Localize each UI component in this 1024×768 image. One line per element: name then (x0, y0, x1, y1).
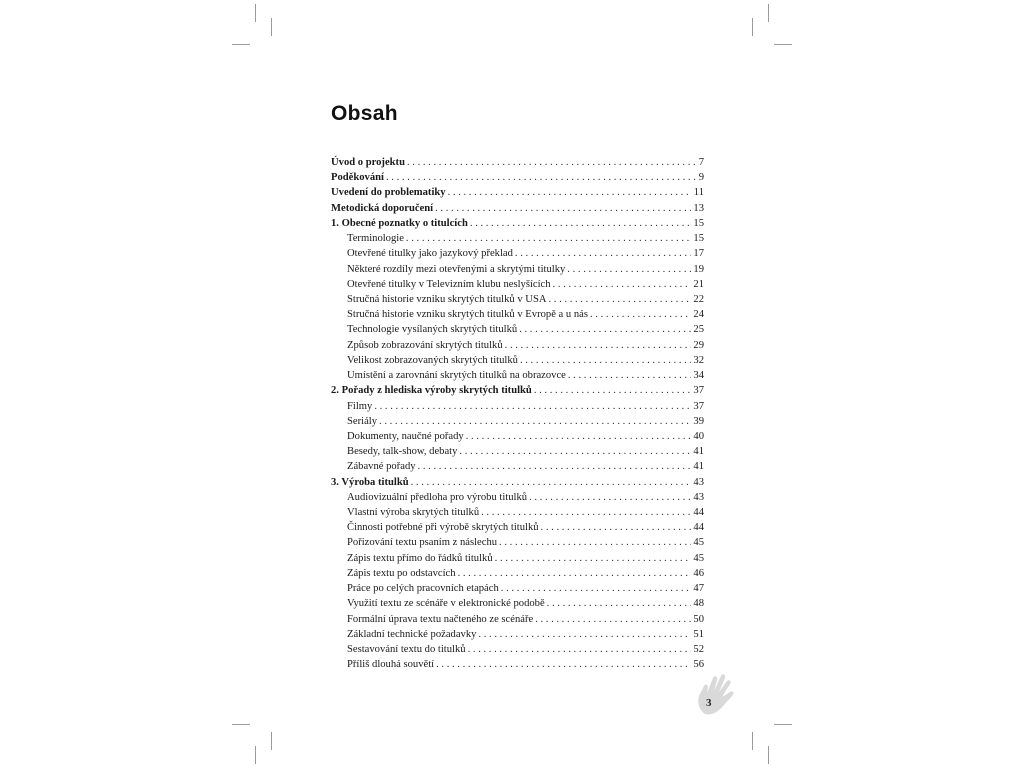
crop-mark-top-left-v (255, 4, 256, 22)
toc-dot-leader (407, 155, 697, 170)
toc-dot-leader (470, 216, 692, 231)
toc-entry-title: Zápis textu po odstavcích (347, 567, 456, 579)
toc-section-entry (331, 627, 704, 642)
toc-dot-leader (549, 292, 692, 307)
toc-dot-leader (553, 277, 692, 292)
toc-entry-title: Stručná historie vzniku skrytých titulků v Evropě a u nás (347, 309, 588, 321)
toc-entry-page: 44 (693, 522, 704, 534)
toc-section-entry (331, 444, 704, 459)
toc-dot-leader (495, 551, 692, 566)
toc-entry-title: Velikost zobrazovaných skrytých titulků (347, 354, 518, 366)
toc-section-entry (331, 596, 704, 611)
toc-section-entry (331, 262, 704, 277)
toc-section-entry (331, 490, 704, 505)
toc-entry-page: 50 (693, 613, 704, 625)
toc-entry-page: 47 (693, 583, 704, 595)
toc-entry-title: Audiovizuální předloha pro výrobu titulků (347, 491, 528, 503)
toc-entry-page: 37 (693, 400, 704, 412)
toc-section-entry (331, 338, 704, 353)
toc-dot-leader (458, 566, 692, 581)
toc-chapter-entry (331, 170, 704, 185)
toc-dot-leader (411, 475, 692, 490)
toc-entry-page: 51 (693, 628, 704, 640)
toc-entry-page: 15 (693, 233, 704, 245)
toc-dot-leader (466, 429, 692, 444)
toc-entry-title: Práce po celých pracovních etapách (347, 583, 499, 595)
toc-section-entry (331, 307, 704, 322)
toc-section-entry (331, 414, 704, 429)
toc-entry-page: 41 (693, 446, 704, 458)
crop-mark-bottom-left-v (255, 746, 256, 764)
crop-mark-bottom-right-v (752, 732, 753, 750)
toc-section-entry (331, 566, 704, 581)
toc-entry-title: Činnosti potřebné při výrobě skrytých titulků (347, 522, 539, 534)
toc-section-entry (331, 520, 704, 535)
toc-section-entry (331, 612, 704, 627)
toc-section-entry (331, 429, 704, 444)
toc-entry-title: 2. Pořady z hlediska výroby skrytých titulků (331, 385, 532, 397)
toc-section-entry (331, 353, 704, 368)
toc-entry-page: 44 (693, 507, 704, 519)
toc-dot-leader (374, 399, 691, 414)
toc-dot-leader (590, 307, 691, 322)
toc-dot-leader (418, 459, 692, 474)
toc-dot-leader (379, 414, 691, 429)
toc-dot-leader (519, 322, 691, 337)
toc-entry-title: Metodická doporučení (331, 202, 434, 214)
toc-entry-title: Technologie vysílaných skrytých titulků (347, 324, 518, 336)
toc-entry-page: 43 (693, 476, 704, 488)
toc-dot-leader (478, 627, 691, 642)
crop-mark-bottom-right-h (774, 724, 792, 725)
toc-entry-page: 46 (693, 567, 704, 579)
toc-section-entry (331, 581, 704, 596)
toc-entry-title: Příliš dlouhá souvětí (347, 659, 435, 671)
toc-entry-title: Terminologie (347, 233, 404, 245)
crop-mark-top-right-v2 (768, 4, 769, 22)
toc-section-entry (331, 657, 704, 672)
toc-entry-page: 19 (693, 263, 704, 275)
toc-entry-page: 41 (693, 461, 704, 473)
toc-chapter-entry (331, 185, 704, 200)
toc-entry-page: 52 (693, 644, 704, 655)
toc-dot-leader (406, 231, 691, 246)
crop-mark-top-right-h (774, 44, 792, 45)
toc-entry-title: Stručná historie vzniku skrytých titulků v USA (347, 293, 547, 305)
toc-entry-title: Vlastní výroba skrytých titulků (347, 507, 480, 519)
toc-dot-leader (547, 596, 692, 611)
toc-entry-page: 24 (693, 309, 704, 321)
toc-entry-page: 40 (693, 430, 704, 442)
toc-entry-page: 25 (693, 324, 704, 336)
toc-section-entry (331, 551, 704, 566)
toc-entry-title: Využití textu ze scénáře v elektronické podobě (347, 598, 545, 610)
toc-section-entry (331, 246, 704, 261)
toc-entry-title: Filmy (347, 400, 373, 412)
toc-section-entry (331, 231, 704, 246)
toc-dot-leader (435, 201, 691, 216)
toc-entry-title: Dokumenty, naučné pořady (347, 430, 464, 442)
toc-entry-page: 9 (698, 172, 704, 184)
toc-entry-title: Poděkování (331, 172, 384, 184)
hand-icon (695, 672, 737, 716)
toc-section-entry (331, 292, 704, 307)
toc-entry-title: Formální úprava textu načteného ze scénáře (347, 613, 534, 625)
toc-entry-page: 22 (693, 293, 704, 305)
toc-dot-leader (436, 657, 691, 672)
toc-entry-page: 7 (698, 157, 704, 168)
toc-entry-title: 3. Výroba titulků (331, 476, 409, 488)
toc-section-entry (331, 277, 704, 292)
toc-entry-page: 17 (693, 248, 704, 260)
toc-dot-leader (505, 338, 692, 353)
toc-entry-page: 32 (693, 354, 704, 366)
crop-mark-bottom-right-v2 (768, 746, 769, 764)
toc-entry-title: 1. Obecné poznatky o titulcích (331, 217, 468, 229)
toc-chapter-entry (331, 201, 704, 216)
crop-mark-bottom-left-h (232, 724, 250, 725)
toc-entry-title: Sestavování textu do titulků (347, 644, 466, 655)
toc-entry-page: 34 (693, 370, 704, 382)
toc-entry-page: 21 (693, 278, 704, 290)
toc-entry-page: 39 (693, 415, 704, 427)
toc-dot-leader (534, 383, 692, 398)
toc-entry-title: Otevřené titulky jako jazykový překlad (347, 248, 513, 260)
toc-entry-page: 37 (693, 385, 704, 397)
toc-dot-leader (529, 490, 691, 505)
crop-mark-bottom-left-v2 (271, 732, 272, 750)
toc-section-entry (331, 368, 704, 383)
toc-dot-leader (541, 520, 692, 535)
toc-chapter-entry (331, 475, 704, 490)
toc-entry-page: 45 (693, 537, 704, 549)
toc-section-entry (331, 459, 704, 474)
toc-section-entry (331, 322, 704, 337)
toc-entry-page: 13 (693, 202, 704, 214)
toc-entry-page: 45 (693, 552, 704, 564)
toc-dot-leader (386, 170, 697, 185)
toc-dot-leader (535, 612, 691, 627)
toc-entry-page: 29 (693, 339, 704, 351)
toc-dot-leader (481, 505, 691, 520)
toc-dot-leader (515, 246, 691, 261)
toc-entry-page: 43 (693, 491, 704, 503)
toc-entry-title: Zápis textu přímo do řádků titulků (347, 552, 493, 564)
page-number: 3 (706, 697, 712, 709)
toc-dot-leader (568, 368, 692, 383)
toc-chapter-entry (331, 383, 704, 398)
toc-entry-title: Otevřené titulky v Televizním klubu neslyšících (347, 278, 551, 290)
toc-entry-page: 48 (693, 598, 704, 610)
crop-mark-top-right-v (752, 18, 753, 36)
toc-entry-title: Některé rozdíly mezi otevřenými a skrytými titulky (347, 263, 566, 275)
toc-dot-leader (448, 185, 692, 200)
crop-mark-top-left-v2 (271, 18, 272, 36)
toc-entry-title: Způsob zobrazování skrytých titulků (347, 339, 503, 351)
toc-dot-leader (567, 262, 691, 277)
toc-entry-title: Umístění a zarovnání skrytých titulků na obrazovce (347, 370, 566, 382)
toc-dot-leader (501, 581, 692, 596)
toc-section-entry (331, 505, 704, 520)
toc-section-entry (331, 399, 704, 414)
toc-dot-leader (459, 444, 691, 459)
toc-entry-title: Seriály (347, 415, 378, 427)
toc-entry-title: Uvedení do problematiky (331, 187, 446, 199)
table-of-contents (331, 155, 704, 672)
toc-entry-page: 56 (693, 659, 704, 671)
toc-dot-leader (468, 642, 692, 657)
toc-entry-title: Úvod o projektu (331, 157, 405, 168)
toc-section-entry (331, 642, 704, 657)
toc-entry-page: 15 (693, 217, 704, 229)
toc-entry-title: Zábavné pořady (347, 461, 416, 473)
toc-entry-page: 11 (693, 187, 704, 199)
toc-section-entry (331, 535, 704, 550)
toc-dot-leader (499, 535, 691, 550)
page-title: Obsah (331, 102, 398, 125)
toc-chapter-entry (331, 216, 704, 231)
toc-entry-title: Pořizování textu psaním z náslechu (347, 537, 498, 549)
crop-mark-top-left-h (232, 44, 250, 45)
toc-entry-title: Besedy, talk-show, debaty (347, 446, 458, 458)
toc-chapter-entry (331, 155, 704, 170)
toc-entry-title: Základní technické požadavky (347, 628, 477, 640)
toc-dot-leader (520, 353, 691, 368)
